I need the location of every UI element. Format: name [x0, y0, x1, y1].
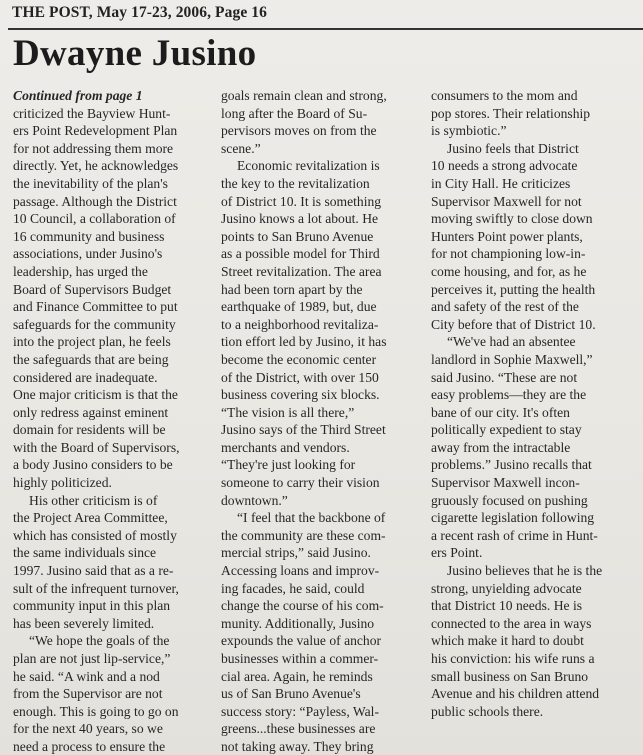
text-line: businesses within a commer- [221, 651, 379, 666]
text-line: gruously focused on pushing [431, 492, 588, 508]
text-line: the inevitability of the plan's [13, 175, 168, 191]
text-line: politically expedient to stay [431, 422, 582, 438]
text-line: directly. Yet, he acknowledges [13, 158, 179, 174]
text-line: points to San Bruno Avenue [221, 228, 374, 244]
text-line: the community are these com- [221, 527, 386, 543]
column-3 [431, 87, 636, 720]
text-line: criticized the Bayview Hunt- [13, 105, 171, 121]
text-line: expounds the value of anchor [221, 633, 382, 649]
text-line: Jusino says of the Third Street [221, 422, 386, 438]
text-line: us of San Bruno Avenue's [221, 686, 361, 702]
text-line: in City Hall. He criticizes [431, 175, 571, 191]
text-line: a recent rash of crime in Hunt- [431, 527, 598, 543]
text-line: into the project plan, he feels [13, 334, 171, 350]
text-line: problems.” Jusino recalls that [431, 457, 592, 473]
text-line: come housing, and for, as he [431, 263, 587, 279]
text-line: ers Point Redevelopment Plan [13, 123, 178, 139]
text-line: connected to the area in ways [431, 615, 592, 631]
text-line: “We hope the goals of the [29, 633, 170, 649]
text-line: scene.” [221, 140, 261, 156]
text-line: downtown.” [221, 492, 288, 508]
text-line: public schools there. [431, 703, 544, 719]
text-line: and Finance Committee to put [13, 299, 178, 315]
text-line: is symbiotic.” [431, 123, 507, 139]
text-line: moving swiftly to close down [431, 211, 593, 227]
text-line: which has consisted of mostly [13, 527, 177, 543]
text-line: domain for residents will be [13, 422, 166, 438]
text-line: need a process to ensure the [13, 738, 166, 754]
text-line: the safeguards that are being [13, 351, 169, 367]
text-line: pop stores. Their relationship [431, 105, 591, 121]
text-line: as a possible model for Third [221, 246, 380, 262]
text-line: munity. Additionally, Jusino [221, 615, 375, 631]
text-line: Street revitalization. The area [221, 263, 382, 279]
text-line: Jusino feels that District [447, 140, 579, 156]
text-line: Hunters Point power plants, [431, 228, 583, 244]
text-line: Jusino knows a lot about. He [221, 211, 379, 227]
text-line: the Project Area Committee, [13, 510, 168, 526]
column-2-text [221, 87, 423, 755]
text-line: 1997. Jusino said that as a re- [13, 563, 174, 579]
text-line: the same individuals since [13, 545, 157, 561]
text-line: Accessing loans and improv- [221, 563, 380, 579]
text-line: sult of the infrequent turnover, [13, 580, 179, 596]
text-line: Economic revitalization is [237, 158, 380, 174]
text-line: cial area. Again, he reminds [221, 668, 373, 684]
text-line: leadership, has urged the [13, 263, 148, 279]
column-2 [221, 87, 423, 755]
page-header: THE POST, May 17-23, 2006, Page 16 [12, 4, 267, 21]
text-line: success story: “Payless, Wal- [221, 703, 379, 719]
text-line: for the next 40 years, so we [13, 721, 163, 737]
text-line: small business on San Bruno [431, 668, 589, 684]
text-line: Jusino believes that he is the [447, 563, 603, 579]
text-line: someone to carry their vision [221, 475, 380, 491]
text-line: tion effort led by Jusino, it has [221, 334, 387, 350]
text-line: highly politicized. [13, 475, 112, 491]
text-line: said Jusino. “These are not [431, 369, 578, 385]
text-line: earthquake of 1989, but, due [221, 299, 377, 315]
text-line: City before that of District 10. [431, 316, 596, 332]
text-line: and safety of the rest of the [431, 299, 579, 315]
text-line: he said. “A wink and a nod [13, 668, 160, 684]
text-line: cigarette legislation following [431, 510, 595, 526]
text-line: for not championing low-in- [431, 246, 586, 262]
text-line: long after the Board of Su- [221, 105, 368, 121]
text-line: a body Jusino considers to be [13, 457, 173, 473]
text-line: associations, under Jusino's [13, 246, 163, 262]
text-line: of the District, with over 150 [221, 369, 379, 385]
text-line: plan are not just lip-service,” [13, 651, 171, 666]
text-line: mercial strips,” said Jusino. [221, 545, 371, 561]
text-line: the key to the revitalization [221, 175, 370, 191]
text-line: ers Point. [431, 545, 483, 561]
text-line: considered are inadequate. [13, 369, 158, 385]
text-line: for not addressing them more [13, 140, 174, 156]
text-line: “The vision is all there,” [221, 404, 355, 420]
text-line: consumers to the mom and [431, 88, 578, 103]
text-line: his conviction: his wife runs a [431, 651, 595, 666]
text-line: not taking away. They bring [221, 738, 374, 754]
column-1 [13, 87, 213, 755]
column-3-text [431, 87, 636, 720]
text-line: Supervisor Maxwell incon- [431, 475, 580, 491]
text-line: strong, unyielding advocate [431, 580, 582, 596]
text-line: that District 10 needs. He is [431, 598, 583, 614]
text-line: away from the intractable [431, 439, 571, 455]
column-1-text [13, 105, 213, 755]
text-line: enough. This is going to go on [13, 703, 179, 719]
text-line: had been torn apart by the [221, 281, 363, 297]
text-line: 10 Council, a collaboration of [13, 211, 176, 227]
text-line: Board of Supervisors Budget [13, 281, 172, 297]
text-line: merchants and vendors. [221, 439, 350, 455]
text-line: landlord in Sophie Maxwell,” [431, 351, 593, 367]
text-line: become the economic center [221, 351, 377, 367]
text-line: pervisors moves on from the [221, 123, 377, 139]
headline: Dwayne Jusino [13, 33, 257, 74]
text-line: Supervisor Maxwell for not [431, 193, 582, 209]
text-line: “I feel that the backbone of [237, 510, 386, 526]
text-line: greens...these businesses are [221, 721, 376, 737]
text-line: community input in this plan [13, 598, 171, 614]
text-line: bane of our city. It's often [431, 404, 570, 420]
text-line: safeguards for the community [13, 316, 176, 332]
text-line: goals remain clean and strong, [221, 88, 387, 103]
text-line: passage. Although the District [13, 193, 177, 209]
text-line: His other criticism is of [29, 492, 158, 508]
text-line: of District 10. It is something [221, 193, 382, 209]
text-line: only redress against eminent [13, 404, 169, 420]
text-line: easy problems—they are the [431, 387, 587, 403]
text-line: perceives it, putting the health [431, 281, 596, 297]
text-line: “We've had an absentee [447, 334, 576, 350]
text-line: “They're just looking for [221, 457, 356, 473]
continued-label: Continued from page 1 [13, 88, 143, 103]
text-line: from the Supervisor are not [13, 686, 163, 702]
text-line: which make it hard to doubt [431, 633, 584, 649]
text-line: ing facades, he said, could [221, 580, 365, 596]
text-line: business covering six blocks. [221, 387, 380, 403]
text-line: has been severely limited. [13, 615, 155, 631]
text-line: 16 community and business [13, 228, 165, 244]
text-line: 10 needs a strong advocate [431, 158, 578, 174]
text-line: One major criticism is that the [13, 387, 178, 403]
text-line: Avenue and his children attend [431, 686, 600, 702]
text-line: change the course of his com- [221, 598, 384, 614]
text-line: with the Board of Supervisors, [13, 439, 180, 455]
text-line: to a neighborhood revitaliza- [221, 316, 379, 332]
